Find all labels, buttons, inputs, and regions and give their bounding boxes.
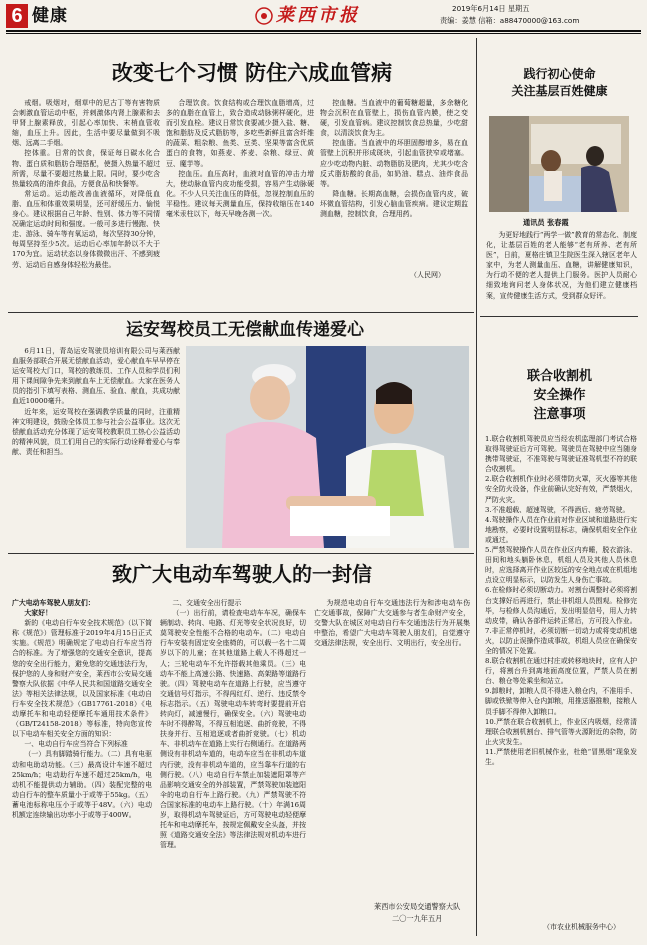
header-rule [6,30,641,32]
side-bottom-item: 4.驾驶操作人员在作业前对作业区域和道路进行实地勘察，必要时设置明显标志，确保机组安全作业或通过。 [485,515,637,544]
editor-line: 责编：姜慧 信箱：a88470000@163.com [440,16,580,25]
side-top-paragraph: 为更好地践行“两学一做”教育的常态化、制度化，让基层百姓的老人能够“老有所养、老有所医”，日前，夏格庄镇卫生院医生深入辖区老年人家中，为老人测量血压、血糖，讲解健康知识，为行动不便的老人提供上门服务。医护人员耐心细致地询问老人身体状况，为他们建立健康档案，宣传健康生活方式，受到群众好评。 [486,231,637,300]
letter-closing: 为规范电动自行车交通违法行为和涉电动车伤亡交通事故，保障广大交通参与者生命财产安全，交警大队在城区对电动自行车交通违法行为开展集中整治，希望广大电动车驾驶人朋友们，自觉遵守交通法律法规，安全出行、文明出行，安全出行。 [314,599,470,648]
date-line: 2019年6月14日 星期五 [452,4,530,13]
article1-paragraph: 控体重。日常的饮食，保证每日碳水化合物、蛋白质和脂肪合理搭配，使摄入热量不超过所需，尽量不要超过热量上限。同时，要少吃含热量较高的油炸食品，方便食品和快餐等。 [12,149,160,188]
side-top-byline: 通讯员 张春霞 [523,218,569,227]
article1-paragraph: 戒烟。吸烟对，烟草中的尼古丁等有害物质会刺激血管运动中枢，并刺激体内肾上腺素和去甲肾上腺素释放，引起心率加快、末梢血管收缩，血压上升。因此，生活中要尽量做到不吸烟、远离二手烟。 [12,99,160,148]
side-bottom-item: 9.卸粮时，卸粮人员不得进入粮仓内，不准用手、脚或铁锨等伸入仓内卸粮，用推送器推粮，接粮人员手脚不得伸入卸粮口。 [485,687,637,716]
header-rule-thin [6,33,641,34]
article1-source: （人民网） [410,271,445,279]
letter-date: 二〇一九年五月 [392,914,443,923]
article2-column [12,346,180,549]
column-divider [476,38,477,936]
letter-section1-title: 一、电动自行车应当符合下列标准 [24,740,128,749]
letter-greeting: 大家好！ [24,609,52,618]
article2-paragraph: 近年来，运安驾校在强调教学质量的同时，注重精神文明建设，鼓励全体员工参与社会公益事业。这次无偿献血活动充分体现了运安驾校教职员工热心公益活动的精神风貌，员工们用自己的实际行动诠释着爱心与奉献、责任和担当。 [12,407,180,456]
side-bottom-headline-3: 注意事项 [533,407,586,422]
article1-paragraph: 合理饮食。饮食结构或合理饮血脂增高，过多的血脂在血管上，致合造成动脉粥样硬化，进而引发血栓。建议日常饮食要减少摄入盐、糖、饱和脂肪及反式脂肪等，多吃些新鲜且富含纤维的蔬菜、粗杂粮、鱼类、豆类、坚果等富含优质蛋白的食物，如燕麦、荞麦、杂粮、绿豆、黄豆、魔芋等。 [166,99,314,168]
section-divider [8,312,474,313]
article1-paragraph: 控血糖。当血液中的葡萄糖超量，多余糖化物会沉积在血管壁上，损伤血管内膜，使之变硬，引发血管病。建议控制饮食总热量，少吃甜食，以清淡饮食为主。 [320,99,468,138]
side-bottom-headline-2: 安全操作 [533,388,586,403]
letter-section2: （一）出行前，请检查电动车车况，确保车辆制动、转向、电路、灯光等安全状况良好，切莫驾驶安全性能不合格的电动车。（二）电动自行车安装有固定安全座椅的，可以载一名十二周岁以下的儿童；在其他道路上载人不得超过一人；三轮电动车不允许搭载其他乘员。（三）电动车不能上高速公路、快速路、高架路等道路行驶。（四）驾驶电动车在道路上行驶，应当遵守交通信号灯指示，不得闯红灯、逆行、违反禁令标志指示。（五）驾驶电动车转弯时要提前开启转向灯，减速慢行，确保安全。（六）驾驶电动车时不得醉驾，不得互相追逐、曲折竞驶，不得扶身并行、互相追逐或者曲折竞驶。（七）机动车、非机动车在道路上实行右侧通行。在道路两侧设有非机动车道的，电动车应当在非机动车道内行驶，没有非机动车道的，应当靠车行道的右侧行驶。（八）电动自行车禁止加装遮阳罩等产品影响交通安全的外部装置，严禁驾驶加装遮阳伞的电动自行车上路行驶。（九）严禁驾驶不符合国家标准的电动车上路行驶。（十）年满16周岁，取得机动车驾驶证后，方可驾驶电动轻便摩托车和电动摩托车，按规定佩戴安全头盔，并按照《道路交通安全法》等法律法规对机动车进行管理。 [160,609,306,850]
article1-headline: 改变七个习惯 防住六成血管病 [111,61,393,85]
article1-column-1 [12,98,160,326]
letter-section2-title: 二、交通安全出行提示 [172,599,242,607]
side-bottom-item: 7.非正常停机时，必须切断一切动力或将变动机熄火，以防止误操作造成事故，机组人员应在确保安全的情况下处置。 [485,626,637,655]
section-divider [8,553,474,554]
side-bottom-item: 5.严禁驾驶操作人员在作业区内弃睡，脱衣游泳、田间和地头躺卧休息，机组人员及其他人员休息时，应选择离开作业区较远的安全地点或在机组地点设立明显标示，以防发生人身伤亡事故。 [485,546,637,585]
side-top-text [486,230,637,312]
letter-column-2-3 [160,598,306,938]
article1-column-2 [166,98,314,326]
letter-section1: （一）具有脚踏骑行能力。（二）具有电驱动和电助动功能。（三）最高设计车速不超过25km/h；电动助行车速不超过25km/h，电动机不能提供动力辅助。（四）装配完整的电动自行车的整车质量小于或等于55kg。（五）蓄电池标称电压小于或等于48V。（六）电动机额定连续输出功率小于或等于400W。 [12,750,152,819]
side-bottom-headline-1: 联合收割机 [526,369,592,384]
article1-paragraph: 控血脂。当血液中的坏胆固醇增多，易在血管壁上沉积并形成斑块，引起血管狭窄或堵塞。应少吃动物内脏、动物脂肪及肥肉，尤其少吃含反式脂肪酸的食品，如奶油、糕点、油炸食品等。 [320,139,468,188]
letter-column-1 [12,598,152,938]
side-bottom-item: 6.在检修时必须切断动力。对割台调整时必须将割台支撑好后再进行，禁止非机组人员围观。检修完毕，与检修人员沟通后，发出明显信号，用人力转动皮带，确认各部件运转正常后，方可投入作业。 [485,586,637,625]
article1-paragraph: 降血糖。长期高血糖，会损伤血管内皮，破坏微血管结构，引发心脑血管疾病。建议定期监测血糖，控制饮食，合理用药。 [320,189,468,219]
side-bottom-item: 1.联合收割机驾驶员应当经农机监理部门考试合格取得驾驶证后方可驾驶。驾驶员在驾驶中应当随身携带驾驶证，不准驾驶与驾驶证准驾机型不符的联合收割机。 [485,435,637,474]
letter-salutation: 广大电动车驾驶人朋友们： [12,599,95,607]
masthead-logo [254,4,382,28]
side-top-headline-1: 践行初心使命 [523,67,596,81]
article1-column-3 [320,98,468,313]
side-bottom-item: 3.不准超载、超速驾驶，不得酒后、疲劳驾驶。 [485,505,630,514]
article2-headline: 运安驾校员工无偿献血传递爱心 [126,320,364,340]
letter-intro: 新的《电动自行车安全技术规范》（以下简称《规范》）管理标准于2019年4月15日正式实施。《规范》明确规定了电动自行车应当符合的标准。为了增强您的交通安全意识，提高您的安全出行能力，避免您的交通违法行为，保护您的人身和财产安全，莱西市公安局交通警察大队依据《中华人民共和国道路交通安全法》等相关法律法规，以及国家标准《电动自行车安全技术规范》（GB17761-2018）《电动摩托车和电动轻便摩托车通用技术条件》（GB/T24158-2018）等标准，特向您宣传以下电动车相关安全方面的知识： [12,619,152,739]
side-bottom-list [485,434,637,918]
side-bottom-source: （市农业机械服务中心） [543,923,620,931]
blood-donation-photo-icon [186,346,469,548]
letter-column-4 [314,598,470,894]
side-bottom-item: 10.严禁在联合收割机上，作业区内吸烟，经常清理联合收割机割台、排气管等火源附近的杂物，防止火灾发生。 [485,717,637,746]
section-title: 健康 [32,6,68,26]
side-bottom-item: 8.联合收割机在通过村庄或转移地块时，应有人护行，将割台升到离地面高度位置，严禁人员在割台、粮仓等处乘坐和站立。 [485,657,637,686]
article1-paragraph: 控血压。血压高时，血液对血管的冲击力增大，使动脉血管内皮功能受损，容易产生动脉硬化。不少人只关注血压的降低，忽视控制血压的平稳性。建议每天测量血压，保持收缩压在140毫米汞柱以下，每天早晚各测一次。 [166,169,314,219]
side-bottom-item: 2.联合收割机作业时必须带防火罩，灭火器等其他安全防火设备，作业前确认完好有效，严禁烟火，严防火灾。 [485,475,637,504]
side-top-headline-2: 关注基层百姓健康 [511,84,608,98]
masthead-title: 莱西市报 [276,5,360,26]
side-top-photo [489,116,629,212]
letter-headline: 致广大电动车驾驶人的一封信 [112,562,372,586]
home-visit-photo-icon [489,116,629,212]
side-bottom-item: 11.严禁使用老旧机械作业，杜绝“冒黑烟”现象发生。 [485,747,637,766]
page-number-badge: 6 [6,4,28,28]
article2-paragraph: 6月11日，青岛运安驾驶员培训有限公司与莱西献血服务部联合开展无偿献血活动，爱心献血车早早停在运安驾校大门口，驾校的教练员、工作人员和学员们利用下课间隙争先来到献血车上无偿献血。大家在医务人员的指引下填写表格、测血压、验血、献血，共成功献血近10000毫升。 [12,347,180,406]
article1-paragraph: 常运动。运动能改善血液循环，对降低血脂、血压和体重效果明显，还可舒缓压力、愉悦身心。建议根据自己年龄、性别、体力等不同情况确定运动时间和强度。一般可多进行慢跑、快走、游泳、骑车等有氧运动，每次坚持30分钟，每周坚持至少5次。运动后心率加年龄以不大于170为宜。运动状态以身体微微出汗、不感到疲劳、运动后自感身体轻松为最佳。 [12,189,160,269]
article2-photo [186,346,469,548]
side-section-divider [480,316,638,317]
letter-signature: 莱西市公安局交通警察大队 [374,902,461,911]
